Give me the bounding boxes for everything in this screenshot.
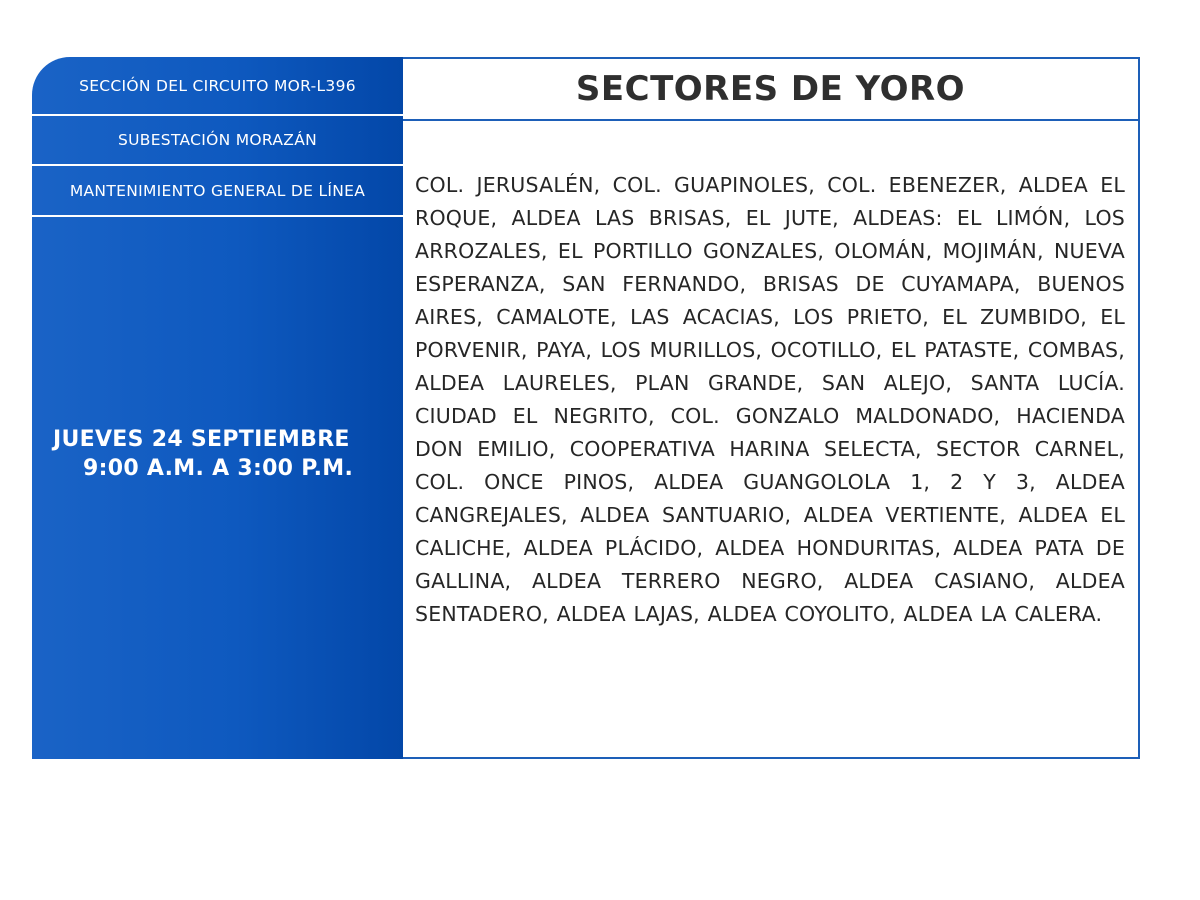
schedule-block: [32, 425, 403, 483]
divider: [32, 215, 403, 217]
maintenance-label: MANTENIMIENTO GENERAL DE LÍNEA: [69, 181, 366, 200]
schedule-time: 9:00 A.M. A 3:00 P.M.: [83, 456, 354, 481]
sectors-panel: [403, 57, 1140, 759]
circuit-info-panel: [32, 57, 403, 759]
substation-label: SUBESTACIÓN MORAZÁN: [118, 131, 317, 149]
circuit-section-label: SECCIÓN DEL CIRCUITO MOR-L396: [79, 76, 356, 95]
sectors-title-bar: [403, 59, 1138, 121]
sectors-list-text: COL. JERUSALÉN, COL. GUAPINOLES, COL. EBENEZER, ALDEA EL ROQUE, ALDEA LAS BRISAS, EL JUTE, ALDEAS: EL LIMÓN, LOS ARROZALES, EL PORTILLO GONZALES, OLOMÁN, MOJIMÁN, NUEVA ESPERANZA, SAN FERNANDO, BRISAS DE CUYAMAPA, BUENOS AIRES, CAMALOTE, LAS ACACIAS, LOS PRIETO, EL ZUMBIDO, EL PORVENIR, PAYA, LOS MURILLOS, OCOTILLO, EL PATASTE, COMBAS, ALDEA LAURELES, PLAN GRANDE, SAN ALEJO, SANTA LUCÍA. CIUDAD EL NEGRITO, COL. GONZALO MALDONADO, HACIENDA DON EMILIO, COOPERATIVA HARINA SELECTA, SECTOR CARNEL, COL. ONCE PINOS, ALDEA GUANGOLOLA 1, 2 Y 3, ALDEA CANGREJALES, ALDEA SANTUARIO, ALDEA VERTIENTE, ALDEA EL CALICHE, ALDEA PLÁCIDO, ALDEA HONDURITAS, ALDEA PATA DE GALLINA, ALDEA TERRERO NEGRO, ALDEA CASIANO, ALDEA SENTADERO, ALDEA LAJAS, ALDEA COYOLITO, ALDEA LA CALERA.: [415, 173, 1125, 626]
schedule-date: JUEVES 24 SEPTIEMBRE: [53, 427, 350, 452]
sectors-title: SECTORES DE YORO: [575, 69, 966, 109]
outage-notice-card: [32, 57, 1140, 759]
